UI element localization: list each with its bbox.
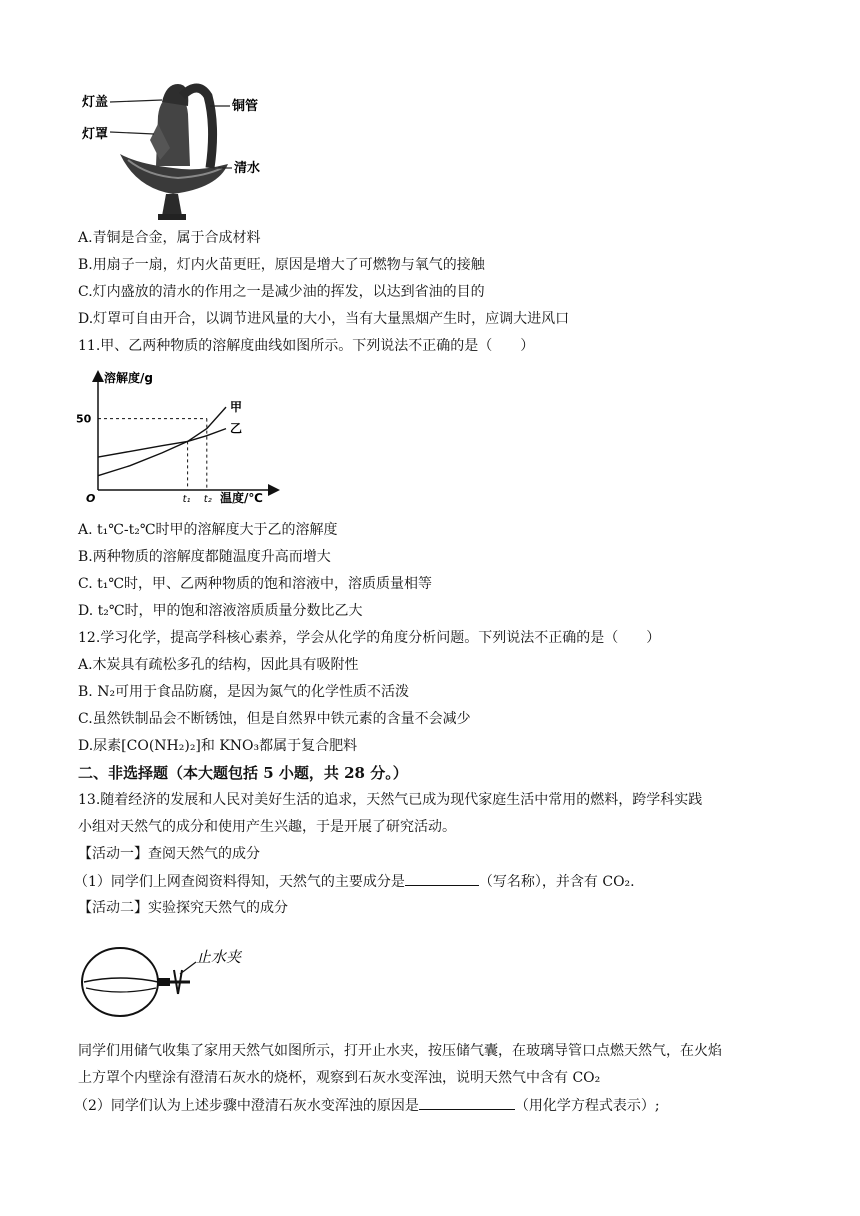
q13-part1 bbox=[74, 871, 635, 892]
solubility-chart bbox=[76, 370, 284, 506]
q10-option-b: B.用扇子一扇，灯内火苗更旺，原因是增大了可燃物与氧气的接触 bbox=[78, 257, 485, 273]
q13-part2-text: （2）同学们认为上述步骤中澄清石灰水变浑浊的原因是 bbox=[74, 1098, 419, 1114]
q11-option-c: C. t₁℃时，甲、乙两种物质的饱和溶液中，溶质质量相等 bbox=[78, 576, 433, 592]
x-axis-label: 温度/℃ bbox=[220, 491, 263, 505]
q12-option-b: B. N₂可用于食品防腐，是因为氮气的化学性质不活泼 bbox=[78, 684, 410, 700]
clamp-label: 止水夹 bbox=[196, 948, 242, 966]
lamp-label-line bbox=[110, 100, 162, 102]
q12-option-c: C.虽然铁制品会不断锈蚀，但是自然界中铁元素的含量不会减少 bbox=[78, 711, 471, 727]
q13-part2-tail: （用化学方程式表示）; bbox=[514, 1098, 660, 1114]
activity-two-heading: 【活动二】实验探究天然气的成分 bbox=[78, 900, 288, 916]
origin-label: O bbox=[86, 492, 96, 505]
q13-part1-tail: （写名称），并含有 CO₂. bbox=[478, 874, 635, 890]
q10-option-d: D.灯罩可自由开合，以调节进风量的大小，当有大量黑烟产生时，应调大进风口 bbox=[78, 311, 570, 327]
q13-part2-blank[interactable] bbox=[419, 1095, 515, 1110]
lamp-label-tube: 铜管 bbox=[232, 99, 259, 114]
gas-bag-figure bbox=[78, 938, 258, 1022]
lamp-label-water: 清水 bbox=[234, 161, 261, 176]
q10-option-c: C.灯内盛放的清水的作用之一是减少油的挥发，以达到省油的目的 bbox=[78, 284, 485, 300]
lamp-label-cover: 灯盖 bbox=[82, 95, 109, 110]
q12-option-d: D.尿素[CO(NH₂)₂]和 KNO₃都属于复合肥料 bbox=[78, 738, 358, 754]
q11-stem: 11.甲、乙两种物质的溶解度曲线如图所示。下列说法不正确的是（ ） bbox=[78, 338, 535, 354]
x-tick-label-t2: t₂ bbox=[203, 494, 212, 505]
q11-option-a: A. t₁℃-t₂℃时甲的溶解度大于乙的溶解度 bbox=[78, 522, 338, 538]
y-tick-label: 50 bbox=[76, 412, 92, 426]
q10-option-a: A.青铜是合金，属于合成材料 bbox=[78, 230, 261, 246]
q11-option-d: D. t₂℃时，甲的饱和溶液溶质质量分数比乙大 bbox=[78, 603, 363, 619]
q12-stem: 12.学习化学，提高学科核心素养，学会从化学的角度分析问题。下列说法不正确的是（ ） bbox=[78, 630, 661, 646]
q11-option-b: B.两种物质的溶解度都随温度升高而增大 bbox=[78, 549, 331, 565]
q13-desc-line2: 上方罩个内壁涂有澄清石灰水的烧杯，观察到石灰水变浑浊，说明天然气中含有 CO₂ bbox=[78, 1070, 601, 1086]
q13-intro-line2: 小组对天然气的成分和使用产生兴趣，于是开展了研究活动。 bbox=[78, 819, 456, 835]
y-axis-label: 溶解度/g bbox=[104, 371, 153, 385]
q13-part1-text: （1）同学们上网查阅资料得知，天然气的主要成分是 bbox=[74, 874, 405, 890]
oil-lamp-figure bbox=[78, 76, 278, 226]
lamp-label-line bbox=[110, 132, 154, 134]
q13-intro-line1: 13.随着经济的发展和人民对美好生活的追求，天然气已成为现代家庭生活中常用的燃料，跨学科实践 bbox=[78, 792, 703, 808]
q12-option-a: A.木炭具有疏松多孔的结构，因此具有吸附性 bbox=[78, 657, 359, 673]
series-label-2: 乙 bbox=[230, 421, 243, 436]
q13-desc-line1: 同学们用储气收集了家用天然气如图所示，打开止水夹，按压储气囊，在玻璃导管口点燃天然气，在火焰 bbox=[78, 1043, 722, 1059]
series-line-1 bbox=[98, 407, 226, 476]
series-label-1: 甲 bbox=[230, 400, 243, 415]
activity-one-heading: 【活动一】查阅天然气的成分 bbox=[78, 846, 260, 862]
section-heading: 二、非选择题（本大题包括 5 小题，共 28 分。） bbox=[78, 764, 408, 782]
x-tick-label-t1: t₁ bbox=[182, 494, 191, 505]
q13-part1-blank[interactable] bbox=[405, 871, 479, 886]
q13-part2 bbox=[74, 1095, 660, 1116]
lamp-label-shade: 灯罩 bbox=[82, 127, 109, 142]
